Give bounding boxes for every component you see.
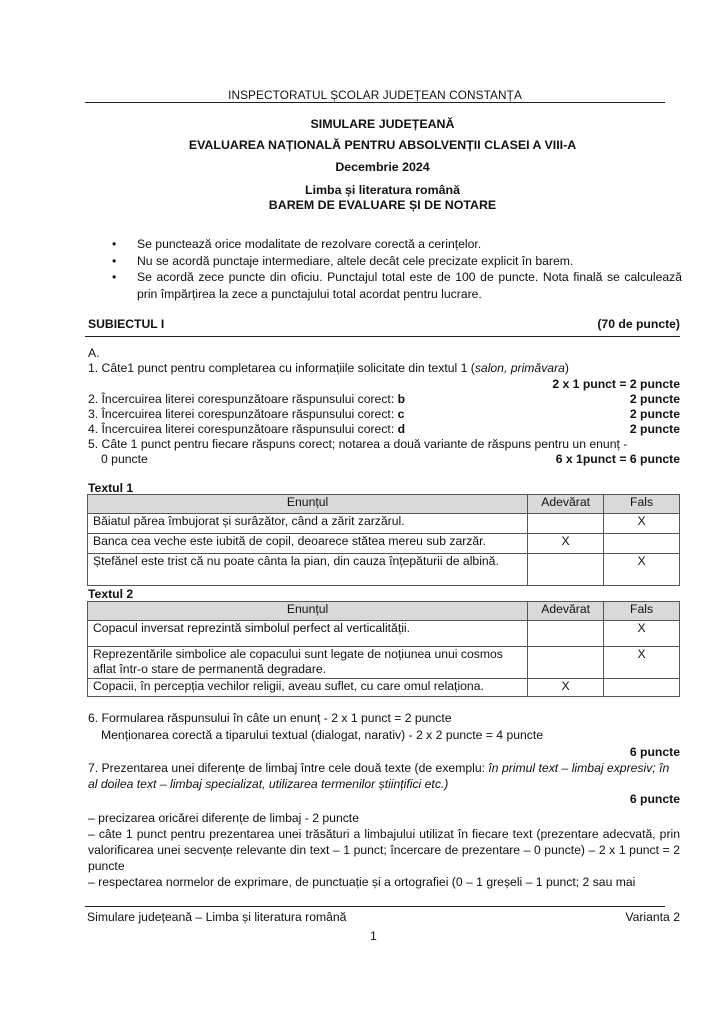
section-title: SUBIECTUL I bbox=[88, 317, 165, 331]
item-7: 7. Prezentarea unei diferențe de limbaj între cele două texte (de exemplu: în primul text – limbaj expresiv; în al doilea text – limbaj specializat, utilizarea termenilor științifici etc.) bbox=[88, 761, 670, 791]
general-rules-list bbox=[112, 236, 682, 302]
false-mark-cell bbox=[604, 534, 680, 554]
item-6-detail: Menționarea corectă a tiparului textual (dialogat, narativ) - 2 x 2 puncte = 4 puncte bbox=[101, 728, 544, 742]
table-row bbox=[88, 647, 680, 679]
title-exam: EVALUAREA NAȚIONALĂ PENTRU ABSOLVENȚII CLASEI A VIII-A bbox=[188, 138, 577, 152]
item-1-score: 2 x 1 punct = 2 puncte bbox=[552, 377, 680, 391]
header-rule bbox=[85, 102, 665, 103]
column-header-statement: Enunțul bbox=[88, 495, 528, 514]
statement-cell: Ștefănel este trist că nu poate cânta la pian, din cauza înțepăturii de albină. bbox=[88, 554, 528, 586]
table-header-row bbox=[88, 495, 680, 514]
section-heading bbox=[88, 316, 680, 332]
bullet-icon: • bbox=[112, 237, 117, 251]
item-5: 5. Câte 1 punct pentru fiecare răspuns corect; notarea a două variante de răspuns pentru un enunț - bbox=[88, 437, 628, 451]
table-row bbox=[88, 534, 680, 554]
item-7-score: 6 puncte bbox=[629, 792, 680, 806]
footer-rule bbox=[85, 906, 665, 907]
item-4-score: 2 puncte bbox=[629, 422, 680, 436]
table-row bbox=[88, 514, 680, 534]
column-header-true: Adevărat bbox=[528, 602, 604, 621]
column-header-statement: Enunțul bbox=[88, 602, 528, 621]
true-mark-cell bbox=[528, 554, 604, 586]
false-mark-cell: X bbox=[604, 621, 680, 647]
item-3-score: 2 puncte bbox=[629, 407, 680, 421]
table-1-title: Textul 1 bbox=[88, 481, 134, 495]
column-header-false: Fals bbox=[604, 495, 680, 514]
item-7-criterion: – câte 1 punct pentru prezentarea unei trăsături a limbajului utilizat în fiecare text (prezentare adecvată, prin valorificarea unei secvențe relevante din text – 1 punct; încercare de prezentare – 0 puncte) – 2 x 1 punct = 2 puncte bbox=[88, 827, 680, 873]
statement-cell: Reprezentările simbolice ale copacului sunt legate de noțiunea unui cosmos aflat într-o stare de permanentă degradare. bbox=[88, 647, 528, 679]
statement-cell: Copacii, în percepția vechilor religii, aveau suflet, cu care omul relaționa. bbox=[88, 679, 528, 697]
bullet-icon: • bbox=[112, 253, 117, 268]
false-mark-cell: X bbox=[604, 514, 680, 534]
section-points: (70 de puncte) bbox=[597, 317, 680, 331]
table-row bbox=[88, 679, 680, 697]
item-1-score-row bbox=[88, 376, 680, 392]
item-7-criterion: – precizarea oricărei diferențe de limbaj - 2 puncte bbox=[88, 811, 359, 825]
statement-cell: Copacul inversat reprezintă simbolul perfect al verticalității. bbox=[88, 621, 528, 647]
item-7-score-row bbox=[88, 791, 680, 807]
footer-variant: Varianta 2 bbox=[625, 910, 680, 924]
item-4-answer: d bbox=[397, 422, 406, 436]
item-2: 2. Încercuirea literei corespunzătoare răspunsului corect: b 2 puncte bbox=[88, 392, 680, 406]
item-7-criterion: – respectarea normelor de exprimare, de punctuație și a ortografiei (0 – 1 greșeli – 1 punct; 2 sau mai bbox=[88, 875, 636, 889]
statement-cell: Băiatul părea îmbujorat și surâzător, când a zărit zarzărul. bbox=[88, 514, 528, 534]
true-mark-cell bbox=[528, 647, 604, 679]
item-4: 4. Încercuirea literei corespunzătoare răspunsului corect: d 2 puncte bbox=[88, 422, 680, 436]
item-2-score: 2 puncte bbox=[629, 392, 680, 406]
table-header-row bbox=[88, 602, 680, 621]
true-mark-cell: X bbox=[528, 679, 604, 697]
item-5-score: 6 x 1punct = 6 puncte bbox=[555, 452, 680, 466]
item-6: 6. Formularea răspunsului în câte un enunț - 2 x 1 punct = 2 puncte bbox=[88, 711, 452, 725]
false-mark-cell: X bbox=[604, 647, 680, 679]
table-text-1 bbox=[87, 494, 680, 586]
true-mark-cell bbox=[528, 621, 604, 647]
column-header-false: Fals bbox=[604, 602, 680, 621]
rule-item: • Se acordă zece puncte din oficiu. Punctajul total este de 100 de puncte. Nota finală se calculează prin împărțirea la zece a punctajului total acordat pentru lucrare. bbox=[112, 270, 682, 301]
bullet-icon: • bbox=[112, 270, 117, 284]
title-date: Decembrie 2024 bbox=[335, 160, 430, 174]
statement-cell: Banca cea veche este iubită de copil, deoarece stătea mereu sub zarzăr. bbox=[88, 534, 528, 554]
true-mark-cell: X bbox=[528, 534, 604, 554]
table-2-title: Textul 2 bbox=[88, 587, 134, 601]
rule-item: • Nu se acordă punctaje intermediare, altele decât cele precizate explicit în barem. bbox=[112, 253, 574, 268]
item-5-cont: 0 puncte 6 x 1punct = 6 puncte bbox=[101, 452, 680, 466]
page-number: 1 bbox=[370, 929, 377, 943]
item-6-score-row bbox=[88, 744, 680, 760]
column-header-true: Adevărat bbox=[528, 495, 604, 514]
item-2-answer: b bbox=[397, 392, 406, 406]
section-rule bbox=[85, 336, 680, 337]
false-mark-cell bbox=[604, 679, 680, 697]
institution-header: INSPECTORATUL ȘCOLAR JUDEȚEAN CONSTANȚA bbox=[228, 88, 522, 102]
table-text-2 bbox=[87, 601, 680, 697]
title-subject: Limba și literatura română bbox=[305, 183, 460, 197]
item-6-score: 6 puncte bbox=[629, 745, 680, 759]
table-row bbox=[88, 621, 680, 647]
item-1: 1. Câte1 punct pentru completarea cu informațiile solicitate din textul 1 (salon, primăvara) bbox=[88, 361, 569, 375]
title-simulation: SIMULARE JUDEȚEANĂ bbox=[310, 117, 455, 131]
true-mark-cell bbox=[528, 514, 604, 534]
false-mark-cell: X bbox=[604, 554, 680, 586]
table-row bbox=[88, 554, 680, 586]
part-label: A. bbox=[88, 346, 100, 360]
item-3: 3. Încercuirea literei corespunzătoare răspunsului corect: c 2 puncte bbox=[88, 407, 680, 421]
rule-item: • Se punctează orice modalitate de rezolvare corectă a cerințelor. bbox=[112, 237, 482, 251]
title-barem: BAREM DE EVALUARE ȘI DE NOTARE bbox=[268, 198, 497, 212]
footer-left: Simulare județeană – Limba și literatura română bbox=[87, 910, 347, 924]
item-3-answer: c bbox=[397, 407, 405, 421]
